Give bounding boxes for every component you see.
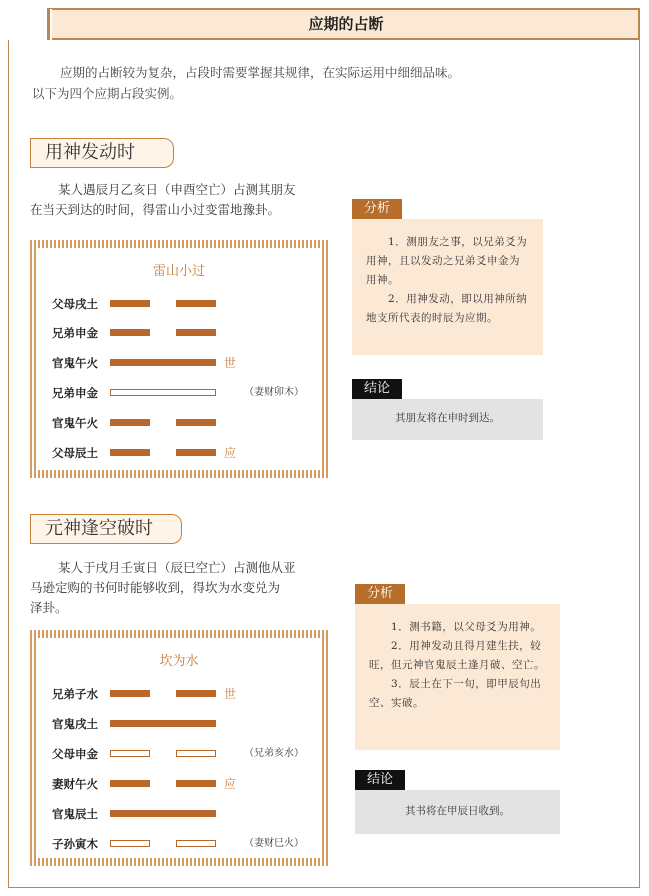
line-label: 父母辰土	[52, 446, 98, 460]
analysis-panel-1	[352, 219, 543, 355]
line-label: 官鬼午火	[52, 416, 98, 430]
yin-line-right	[176, 690, 216, 697]
shi-mark: 世	[224, 356, 237, 370]
case-1-line-1: 某人遇辰月乙亥日（申酉空亡）占测其朋友	[58, 182, 296, 197]
hexagram-line	[38, 836, 320, 852]
hexagram-title-1: 雷山小过	[152, 264, 205, 279]
moving-yin-line-right	[176, 750, 216, 757]
analysis-item: 1．测朋友之事，以兄弟爻为用神，且以发动之兄弟爻申金为用神。	[366, 236, 528, 286]
hexagram-line	[38, 325, 320, 341]
analysis-item: 1．测书籍，以父母爻为用神。	[391, 621, 542, 633]
line-label: 兄弟子水	[52, 687, 98, 701]
yang-line	[110, 359, 216, 366]
conclusion-text-1: 其朋友将在申时到达。	[395, 412, 500, 424]
case-2-line-2: 马逊定购的书何时能够收到，得坎为水变兑为	[30, 580, 281, 595]
case-1-line-2: 在当天到达的时间，得雷山小过变雷地豫卦。	[30, 202, 281, 217]
shi-mark: 世	[224, 687, 237, 701]
conclusion-panel-1	[352, 399, 543, 440]
hexagram-line	[38, 296, 320, 312]
line-label: 父母申金	[52, 747, 98, 761]
line-label: 官鬼辰土	[52, 807, 98, 821]
hexagram-line	[38, 806, 320, 822]
hexagram-line	[38, 776, 320, 792]
line-label: 官鬼午火	[52, 356, 98, 370]
intro-line-2: 以下为四个应期占段实例。	[32, 86, 183, 101]
yin-line-left	[110, 300, 150, 307]
line-label: 兄弟申金	[52, 386, 98, 400]
moving-yang-line	[110, 389, 216, 396]
analysis-item: 2．用神发动，即以用神所纳地支所代表的时辰为应期。	[366, 293, 528, 324]
hidden-line-note: （兄弟亥水）	[244, 748, 304, 759]
line-label: 妻财午火	[52, 777, 98, 791]
conclusion-label-1: 结论	[352, 379, 402, 399]
intro-line-1: 应期的占断较为复杂，占段时需要掌握其规律，在实际运用中细细品味。	[60, 65, 461, 80]
section-tab-2: 元神逢空破时	[30, 514, 182, 544]
moving-yin-line-left	[110, 840, 150, 847]
case-2-line-1: 某人于戌月壬寅日（辰巳空亡）占测他从亚	[58, 560, 296, 575]
hexagram-line	[38, 746, 320, 762]
hidden-line-note: （妻财巳火）	[244, 838, 304, 849]
analysis-label-1: 分析	[352, 199, 402, 219]
intro-paragraph	[32, 62, 612, 104]
yin-line-right	[176, 329, 216, 336]
hexagram-box-1	[30, 240, 328, 478]
hidden-line-note: （妻财卯木）	[244, 387, 304, 398]
yin-line-left	[110, 690, 150, 697]
header-notch	[8, 8, 50, 40]
section-tab-1: 用神发动时	[30, 138, 174, 168]
hexagram-line	[38, 415, 320, 431]
hexagram-title-2: 坎为水	[159, 654, 199, 669]
yin-line-right	[176, 780, 216, 787]
yin-line-right	[176, 419, 216, 426]
analysis-label-2: 分析	[355, 584, 405, 604]
yin-line-left	[110, 449, 150, 456]
hexagram-line	[38, 445, 320, 461]
conclusion-panel-2	[355, 790, 560, 834]
case-text-2	[30, 558, 330, 618]
page-title: 应期的占断	[308, 15, 384, 33]
yin-line-right	[176, 300, 216, 307]
analysis-item: 2．用神发动且得月建生扶，较旺，但元神官鬼辰土逢月破、空亡。	[369, 640, 545, 671]
yin-line-right	[176, 449, 216, 456]
hexagram-line	[38, 686, 320, 702]
conclusion-text-2: 其书将在甲辰日收到。	[405, 805, 510, 817]
case-text-1	[30, 180, 330, 220]
hexagram-line	[38, 716, 320, 732]
hexagram-box-2	[30, 630, 328, 866]
analysis-item: 3．辰土在下一旬，即甲辰旬出空、实破。	[369, 678, 542, 709]
ying-mark: 应	[224, 777, 237, 791]
moving-yin-line-left	[110, 750, 150, 757]
analysis-panel-2	[355, 604, 560, 750]
yin-line-left	[110, 780, 150, 787]
yin-line-left	[110, 329, 150, 336]
ying-mark: 应	[224, 446, 237, 460]
hexagram-line	[38, 355, 320, 371]
yang-line	[110, 810, 216, 817]
line-label: 父母戌土	[52, 297, 98, 311]
yin-line-left	[110, 419, 150, 426]
line-label: 子孙寅木	[52, 837, 98, 851]
hexagram-line	[38, 385, 320, 401]
moving-yin-line-right	[176, 840, 216, 847]
yang-line	[110, 720, 216, 727]
line-label: 兄弟申金	[52, 326, 98, 340]
line-label: 官鬼戌土	[52, 717, 98, 731]
conclusion-label-2: 结论	[355, 770, 405, 790]
case-2-line-3: 泽卦。	[30, 600, 68, 615]
